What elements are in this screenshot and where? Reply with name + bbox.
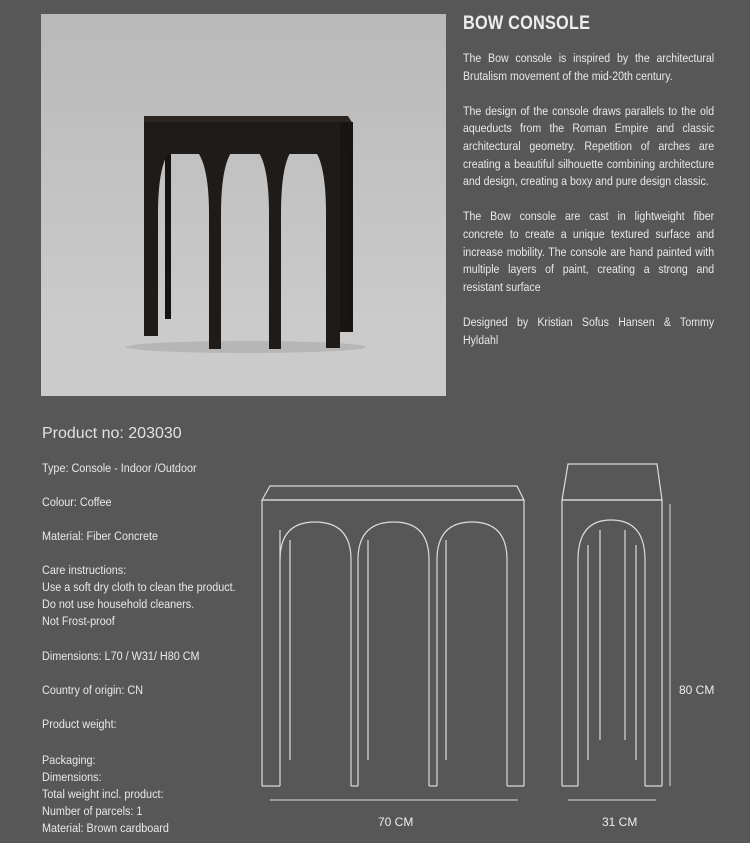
side-view-drawing — [562, 464, 670, 800]
height-label: 80 CM — [679, 683, 715, 697]
spec-colour-text: Colour: Coffee — [42, 495, 112, 509]
description-paragraph: The Bow console is inspired by the architectural Brutalism movement of the mid-20th century. — [463, 51, 715, 83]
product-title: BOW CONSOLE — [463, 13, 591, 34]
side-width-label: 31 CM — [602, 815, 638, 829]
packaging-line: Material: Brown cardboard — [42, 821, 169, 835]
description-paragraph: The design of the console draws parallels to the old aqueducts from the Roman Empire and classic architectural geometry. Repetition of arches are creating a beautiful silhouette combining architecture and design, creating a boxy and pure design classic. — [463, 103, 715, 189]
packaging-line: Total weight incl. product: — [42, 787, 164, 801]
spec-weight-text: Product weight: — [42, 717, 117, 731]
front-width-label: 70 CM — [378, 815, 414, 829]
care-line: Not Frost-proof — [42, 614, 115, 628]
care-line: Use a soft dry cloth to clean the product. — [42, 580, 236, 594]
description-paragraph: The Bow console are cast in lightweight fiber concrete to create a unique textured surface and increase mobility. The console are hand painted with multiple layers of paint, creating a strong and resistant surface — [463, 209, 715, 294]
designer-credit: Designed by Kristian Sofus Hansen & Tommy Hyldahl — [463, 314, 715, 347]
packaging-line: Dimensions: — [42, 770, 102, 784]
care-title: Care instructions: — [42, 563, 127, 577]
packaging-line: Number of parcels: 1 — [42, 804, 143, 818]
product-number: Product no: 203030 — [42, 425, 182, 442]
care-line: Do not use household cleaners. — [42, 597, 195, 611]
spec-dimensions-text: Dimensions: L70 / W31/ H80 CM — [42, 649, 200, 663]
front-view-drawing — [262, 486, 524, 800]
spec-material-text: Material: Fiber Concrete — [42, 529, 159, 543]
packaging-title: Packaging: — [42, 753, 96, 767]
spec-origin-text: Country of origin: CN — [42, 683, 144, 697]
spec-type-text: Type: Console - Indoor /Outdoor — [42, 461, 197, 475]
